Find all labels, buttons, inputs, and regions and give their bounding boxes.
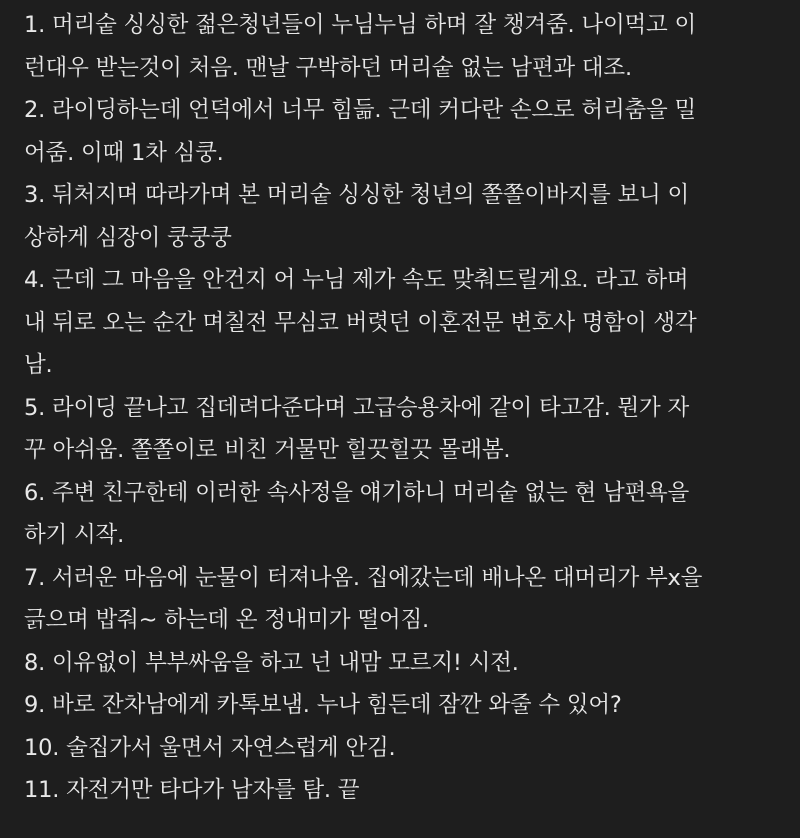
text-line: 긁으며 밥줘~ 하는데 온 정내미가 떨어짐. [24, 607, 429, 633]
text-line: 5. 라이딩 끝나고 집데려다준다며 고급승용차에 같이 타고감. 뭔가 자 [24, 394, 690, 421]
text-line: 꾸 아쉬움. 쫄쫄이로 비친 거물만 힐끗힐끗 몰래봄. [24, 437, 511, 463]
text-line: 내 뒤로 오는 순간 며칠전 무심코 버렷던 이혼전문 변호사 명함이 생각 [24, 309, 697, 336]
text-line: 런대우 받는것이 처음. 맨날 구박하던 머리숱 없는 남편과 대조. [24, 54, 632, 81]
text-document [24, 4, 784, 812]
text-line: 10. 술집가서 울면서 자연스럽게 안김. [24, 734, 396, 761]
text-line: 1. 머리숱 싱싱한 젊은청년들이 누님누님 하며 잘 챙겨줌. 나이먹고 이 [24, 12, 697, 38]
text-line: 상하게 심장이 쿵쿵쿵 [24, 224, 232, 251]
text-line: 어줌. 이때 1차 심쿵. [24, 139, 224, 166]
text-line: 8. 이유없이 부부싸움을 하고 넌 내맘 모르지! 시전. [24, 649, 519, 676]
text-line: 4. 근데 그 마음을 안건지 어 누님 제가 속도 맞춰드릴게요. 라고 하며 [24, 267, 689, 293]
text-line: 남. [24, 352, 53, 378]
text-line: 3. 뒤처지며 따라가며 본 머리숱 싱싱한 청년의 쫄쫄이바지를 보니 이 [24, 182, 690, 208]
text-line: 2. 라이딩하는데 언덕에서 너무 힘듦. 근데 커다란 손으로 허리춤을 밀 [24, 97, 697, 123]
text-line: 9. 바로 잔차남에게 카톡보냄. 누나 힘든데 잠깐 와줄 수 있어? [24, 692, 622, 718]
text-line: 하기 시작. [24, 522, 125, 548]
text-line: 6. 주변 친구한테 이러한 속사정을 얘기하니 머리숱 없는 현 남편욕을 [24, 479, 690, 506]
text-line: 11. 자전거만 타다가 남자를 탐. 끝 [24, 777, 360, 803]
text-line: 7. 서러운 마음에 눈물이 터져나옴. 집에갔는데 배나온 대머리가 부x을 [24, 564, 703, 591]
